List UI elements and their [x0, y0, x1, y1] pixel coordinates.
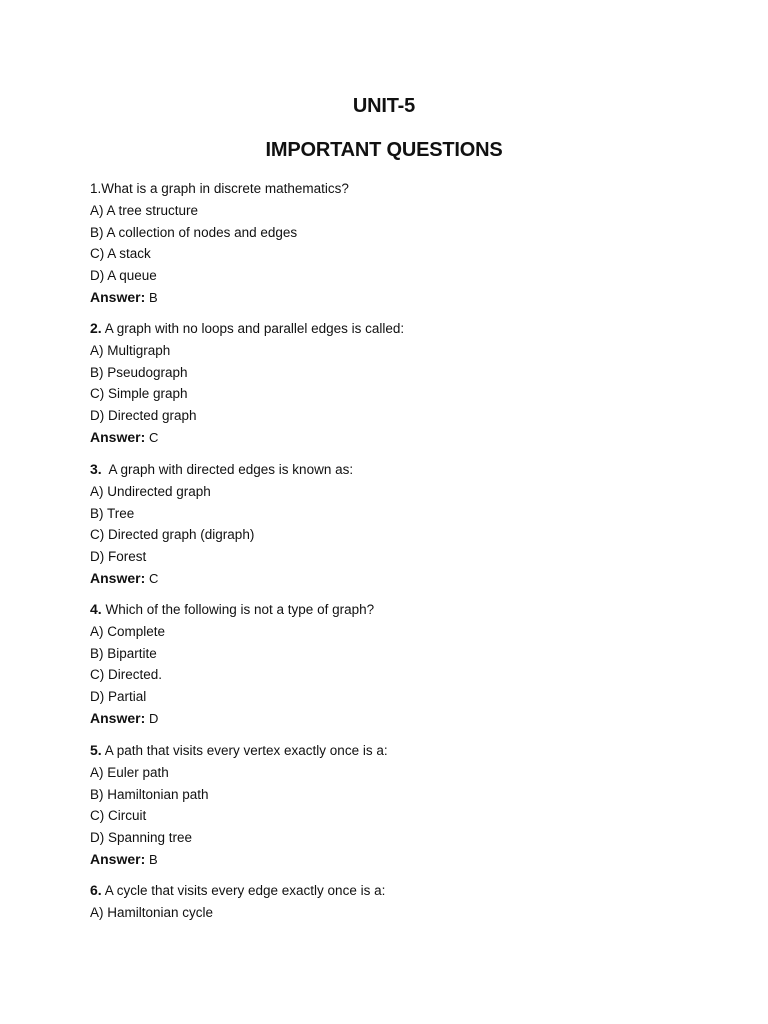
answer-label: Answer:	[90, 569, 146, 586]
option-b: B) Hamiltonian path	[90, 786, 209, 802]
question-number: 1.	[90, 181, 102, 196]
question-prompt: Which of the following is not a type of graph?	[105, 602, 375, 617]
question-prompt: A cycle that visits every edge exactly once is a:	[104, 883, 386, 898]
question-number: 4.	[90, 601, 102, 617]
answer-line	[90, 708, 710, 730]
answer-label: Answer:	[90, 850, 146, 867]
option-a: A) Undirected graph	[90, 483, 211, 499]
question-text	[90, 318, 710, 340]
unit-title: UNIT-5	[352, 95, 416, 117]
option-c: C) Directed.	[90, 667, 163, 683]
question-text	[90, 178, 710, 200]
question-number: 5.	[90, 742, 102, 758]
question-number: 6.	[90, 882, 102, 898]
answer-line	[90, 287, 710, 309]
question-text	[90, 599, 710, 621]
answer-value: C	[149, 429, 159, 445]
option-c: C) Simple graph	[90, 386, 188, 402]
option-b: B) Tree	[90, 505, 135, 521]
question-number: 3.	[90, 461, 102, 477]
question-3	[90, 459, 710, 590]
question-6	[90, 880, 710, 924]
option-d: D) Spanning tree	[90, 830, 193, 846]
question-text	[90, 740, 710, 762]
question-prompt: A graph with no loops and parallel edges is called:	[104, 321, 405, 336]
question-text	[90, 880, 710, 902]
option-b: B) A collection of nodes and edges	[90, 224, 298, 240]
question-4	[90, 599, 710, 730]
answer-label: Answer:	[90, 428, 146, 445]
option-d: D) Directed graph	[90, 408, 197, 424]
question-2	[90, 318, 710, 449]
option-a: A) Hamiltonian cycle	[90, 904, 214, 920]
answer-line	[90, 568, 710, 590]
page-title: IMPORTANT QUESTIONS	[265, 139, 503, 161]
option-d: D) Partial	[90, 689, 147, 705]
question-1	[90, 178, 710, 309]
question-number: 2.	[90, 320, 102, 336]
option-b: B) Bipartite	[90, 645, 157, 661]
option-a: A) Complete	[90, 623, 166, 639]
option-d: D) Forest	[90, 549, 147, 565]
question-text	[90, 459, 710, 481]
question-prompt: A path that visits every vertex exactly once is a:	[104, 743, 388, 758]
option-a: A) Multigraph	[90, 342, 171, 358]
option-d: D) A queue	[90, 268, 157, 284]
option-c: C) Directed graph (digraph)	[90, 527, 255, 543]
answer-value: B	[149, 289, 158, 305]
option-a: A) A tree structure	[90, 202, 199, 218]
question-prompt: A graph with directed edges is known as:	[108, 462, 354, 477]
answer-value: C	[149, 570, 159, 586]
option-c: C) A stack	[90, 246, 151, 262]
option-a: A) Euler path	[90, 764, 169, 780]
answer-line	[90, 427, 710, 449]
option-c: C) Circuit	[90, 808, 147, 824]
answer-line	[90, 849, 710, 871]
answer-value: B	[149, 851, 158, 867]
option-b: B) Pseudograph	[90, 364, 188, 380]
question-prompt: What is a graph in discrete mathematics?	[101, 181, 349, 196]
answer-value: D	[149, 710, 159, 726]
answer-label: Answer:	[90, 288, 146, 305]
question-5	[90, 740, 710, 871]
answer-label: Answer:	[90, 709, 146, 726]
